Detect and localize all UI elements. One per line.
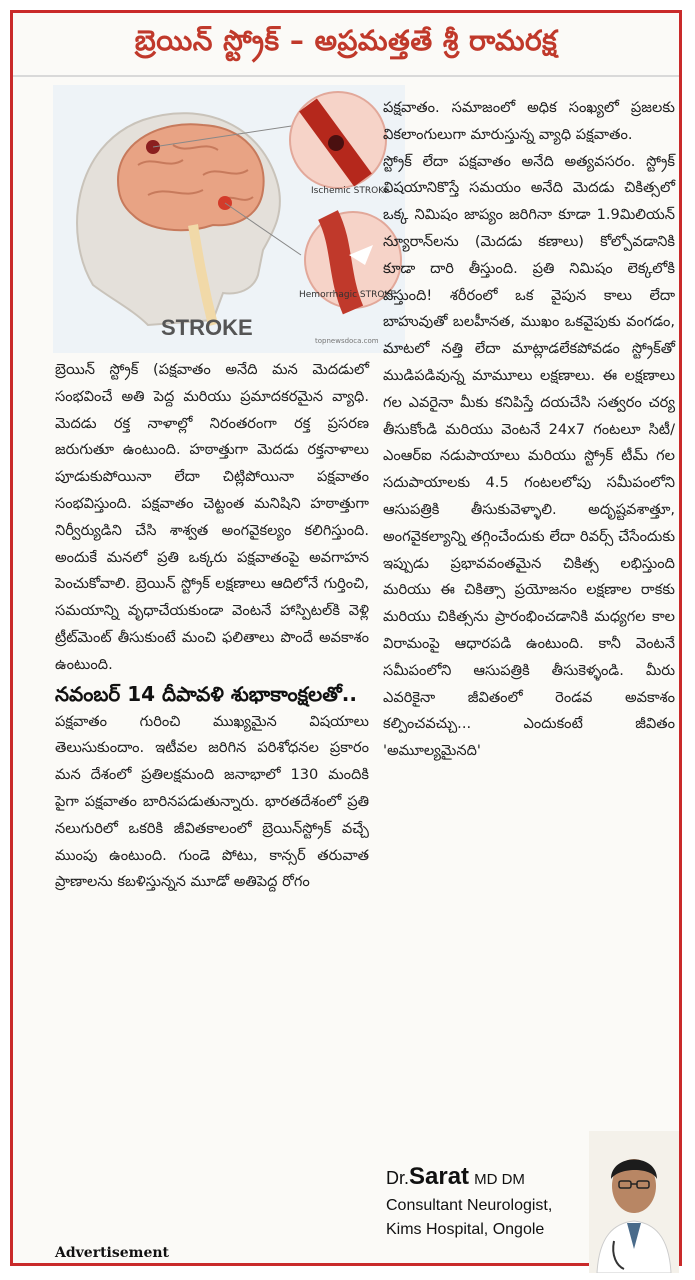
label-ischemic: Ischemic STROKE (311, 186, 390, 196)
label-hemorrhagic: Hemorrhagic STROKE (299, 290, 397, 300)
doctor-name-line (386, 1163, 606, 1194)
article-paragraph: పక్షవాతం. సమాజంలో అధిక సంఖ్యలో ప్రజలకు వికలాంగులుగా మారుస్తున్న వ్యాధి పక్షవాతం. (383, 99, 675, 143)
article-column-right (383, 95, 675, 765)
figure-caption: STROKE (161, 315, 253, 340)
headline: బ్రెయిన్ స్ట్రోక్ – అప్రమత్తతే శ్రీ రామరక్ష (13, 13, 679, 77)
stroke-illustration (53, 85, 405, 353)
advertisement-label: Advertisement (55, 1245, 170, 1261)
doctor-name: Sarat (409, 1163, 470, 1190)
doctor-prefix: Dr. (386, 1168, 410, 1188)
article-paragraph: బ్రెయిన్ స్ట్రోక్ (పక్షవాతం అనేది మన మెదడులో సంభవించే అతి పెద్ద మరియు ప్రమాదకరమైన వ్యాధి. మెదడు రక్త నాళాల్లో నిరంతరంగా రక్త ప్రసరణ జరుగుతూ ఉంటుంది. హఠాత్తుగా మెదడు రక్తనాళాలు పూడుకుపోయినా లేదా చిట్లిపోయినా పక్షవాతం సంభవిస్తుంది. పక్షవాతం చెట్టంత మనిషిని హఠాత్తుగా నిర్వీర్యుడిని చేసి శాశ్వత అంగవైకల్యం కలిగిస్తుంది. అందుకే మనలో ప్రతి ఒక్కరు పక్షవాతంపై అవగాహన పెంచుకోవాలి. బ్రెయిన్ స్ట్రోక్ లక్షణాలు ఆదిలోనే గుర్తించి, సమయాన్ని వృధాచేయకుండా వెంటనే హాస్పిటల్‌కి వెళ్లి ట్రీట్‌మెంట్ తీసుకుంటే మంచి ఫలితాలు పొందే అవకాశం ఉంటుంది. (55, 361, 369, 673)
article-column-left (55, 357, 369, 896)
advertisement-page (10, 10, 682, 1266)
section-subhead: నవంబర్ 14 దీపావళి శుభాకాంక్షలతో.. (55, 681, 357, 706)
doctor-photo (589, 1131, 679, 1273)
doctor-title: Consultant Neurologist, (386, 1197, 553, 1214)
article-paragraph: పక్షవాతం గురించి ముఖ్యమైన విషయాలు తెలుసుకుందాం. ఇటీవల జరిగిన పరిశోధనల ప్రకారం మన దేశంలో ప్రతిలక్షమంది జనాభాలో 130 మందికి పైగా పక్షవాతం బారినపడుతున్నారు. భారతదేశంలో ప్రతి నలుగురిలో ఒకరికి జీవితకాలంలో బ్రెయిన్‌స్ట్రోక్ వచ్చే ముంపు ఉంటుంది. గుండె పోటు, కాన్సర్ తరువాత ప్రాణాలను కబళిస్తున్నన మూడో అతిపెద్ద రోగం (55, 712, 369, 891)
stroke-diagram (53, 85, 405, 353)
doctor-portrait (589, 1131, 679, 1273)
doctor-hospital: Kims Hospital, Ongole (386, 1221, 545, 1238)
article-paragraph: స్ట్రోక్ లేదా పక్షవాతం అనేది అత్యవసరం. స్ట్రోక్ విషయానికొస్తే సమయం అనేది మెదడు చికిత్సలో ఒక్క నిమిషం జాప్యం జరిగినా కూడా 1.9మిలియన్ న్యూరాన్‌లను (మెదడు కణాలు) కోల్పోవడానికి కూడా దారి తీస్తుంది. ప్రతి నిమిషం లెక్కలోకి వస్తుంది! శరీరంలో ఒక వైపున కాలు లేదా బాహువుతో బలహీనత, ముఖం ఒకవైపుకు వంగడం, మాటలో నత్తి లేదా మాట్లాడలేకపోవడం స్ట్రోక్‌తో ముడిపడివున్న మామూలు లక్షణాలు. ఈ లక్షణాలు గల ఎవరైనా మీకు కనిపిస్తే దయచేసి సత్వరం చర్య తీసుకోండి మరియు వెంటనే 24x7 గంటలూ సిటీ/ఎంఆర్ఐ నడుపాయాలు మరియు స్ట్రోక్ టీమ్ గల సదుపాయాలకు 4.5 గంటలలోపు సమీపంలోని ఆసుపత్రికి తీసుకువెళ్ళాలి. అదృష్టవశాత్తూ, అంగవైకల్యాన్ని తగ్గించేందుకు లేదా రివర్స్ చేసేందుకు ఇప్పుడు ప్రభావవంతమైన చికిత్స లభిస్తుంది మరియు ఈ చికిత్సా ప్రయోజనం లక్షణాల రాకకు మరియు చికిత్సను ప్రారంభించడానికి మధ్యగల కాల విరామంపై ఆధారపడి ఉంటుంది. కానీ వెంటనే సమీపంలోని ఆసుపత్రికి తీసుకెళ్ళండి. మీరు ఎవరికైనా జీవితంలో రెండవ అవకాశం కల్పించవచ్చు... ఎందుకంటే జీవితం 'అమూల్యమైనది' (383, 152, 675, 760)
figure-source: topnewsdoca.com (315, 337, 379, 345)
doctor-signature (386, 1163, 606, 1242)
doctor-degree: MD DM (474, 1171, 525, 1188)
clot-icon (328, 135, 344, 151)
